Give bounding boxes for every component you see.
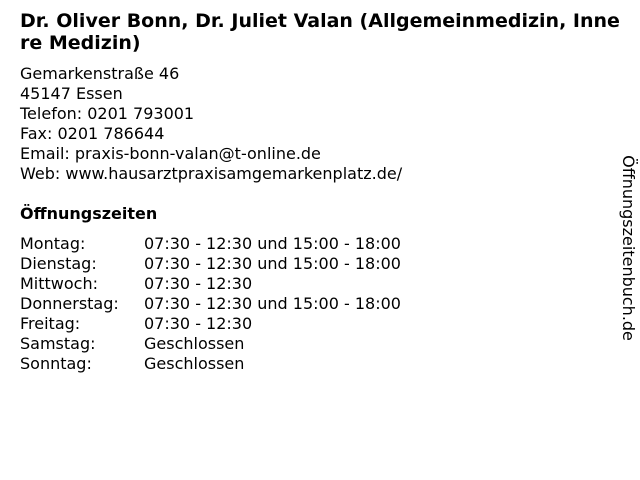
hours-value: Geschlossen <box>144 354 245 373</box>
practice-title: Dr. Oliver Bonn, Dr. Juliet Valan (Allgemeinmedizin, Innere Medizin) <box>20 10 620 54</box>
day-label: Dienstag: <box>20 254 97 273</box>
hours-value: 07:30 - 12:30 <box>144 314 253 333</box>
hours-row-monday <box>20 234 401 254</box>
hours-value: 07:30 - 12:30 und 15:00 - 18:00 <box>144 294 401 313</box>
city: 45147 Essen <box>20 84 123 103</box>
opening-hours-table <box>20 234 401 374</box>
hours-row-saturday <box>20 334 401 354</box>
hours-row-wednesday <box>20 274 401 294</box>
hours-row-sunday <box>20 354 401 374</box>
site-watermark: Öffnungszeitenbuch.de <box>619 155 638 341</box>
hours-row-tuesday <box>20 254 401 274</box>
hours-row-friday <box>20 314 401 334</box>
hours-value: 07:30 - 12:30 <box>144 274 253 293</box>
hours-row-thursday <box>20 294 401 314</box>
hours-value: 07:30 - 12:30 und 15:00 - 18:00 <box>144 234 401 253</box>
day-label: Mittwoch: <box>20 274 98 293</box>
day-label: Samstag: <box>20 334 96 353</box>
email-address: Email: praxis-bonn-valan@t-online.de <box>20 144 321 163</box>
street-address: Gemarkenstraße 46 <box>20 64 180 83</box>
phone-number: Telefon: 0201 793001 <box>20 104 195 123</box>
day-label: Donnerstag: <box>20 294 119 313</box>
hours-value: Geschlossen <box>144 334 245 353</box>
fax-number: Fax: 0201 786644 <box>20 124 165 143</box>
opening-hours-heading: Öffnungszeiten <box>20 204 158 223</box>
day-label: Montag: <box>20 234 86 253</box>
contact-block <box>20 64 402 184</box>
day-label: Sonntag: <box>20 354 92 373</box>
hours-value: 07:30 - 12:30 und 15:00 - 18:00 <box>144 254 401 273</box>
day-label: Freitag: <box>20 314 81 333</box>
website: Web: www.hausarztpraxisamgemarkenplatz.de/ <box>20 164 403 183</box>
